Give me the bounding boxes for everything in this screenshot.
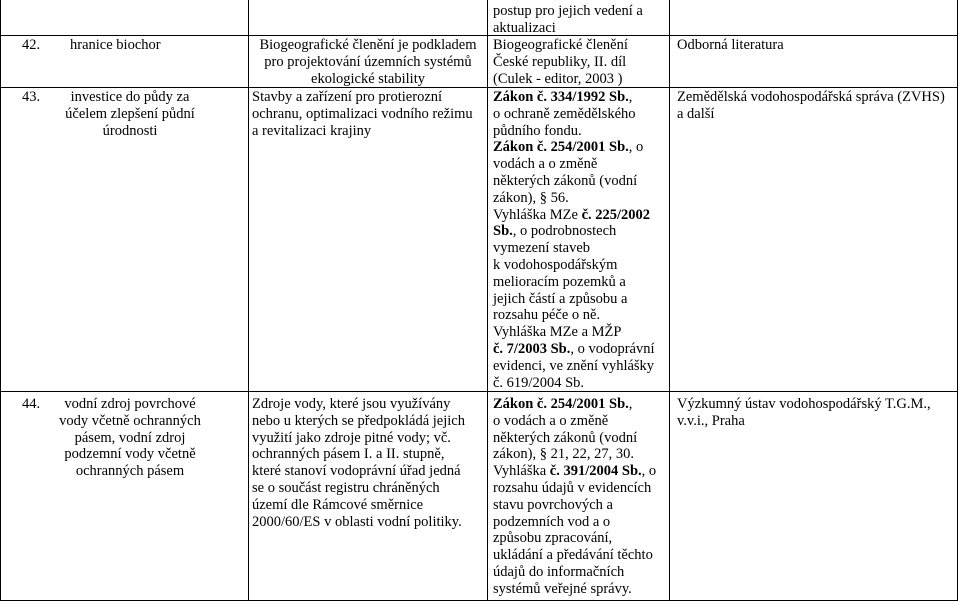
text-line: využití jako zdroje pitné vody; vč.: [252, 429, 451, 446]
text-line: pásem, vodní zdroj: [74, 429, 186, 446]
text-line: Biogeografické členění: [493, 37, 628, 53]
text: , o: [641, 463, 657, 480]
row-divider: [0, 35, 958, 36]
column-divider: [248, 0, 249, 601]
text-line: Stavby a zařízení pro protierozní: [252, 89, 443, 105]
text-line: Zemědělská vodohospodářská správa (ZVHS): [677, 89, 945, 105]
text: Vyhláška MZe: [493, 206, 582, 223]
text-line: vodách a o změně: [493, 156, 598, 173]
row-number: 43.: [22, 89, 41, 105]
text: ,: [628, 396, 633, 412]
text-line: ukládání a předávání těchto: [493, 547, 653, 564]
table-border-right: [957, 0, 958, 601]
column-divider: [487, 0, 488, 601]
text-line: vymezení staveb: [493, 240, 591, 257]
item-description: [252, 89, 473, 139]
row-number: 42.: [22, 37, 41, 53]
text-line: některých zákonů (vodní: [493, 429, 638, 446]
law-ref: č. 391/2004 Sb.: [549, 463, 642, 480]
text-line: ekologické stability: [311, 70, 425, 87]
item-legislation: [493, 37, 628, 87]
text-line: o vodách a o změně: [493, 412, 609, 429]
text-line: ochranných pásem: [75, 463, 185, 480]
item-legislation: [493, 89, 655, 391]
text-line: území dle Rámcové směrnice: [252, 496, 424, 513]
text-line: (Culek - editor, 2003 ): [493, 70, 623, 87]
column-divider: [669, 0, 670, 601]
text-line: zákon), § 56.: [493, 189, 569, 206]
legislation-continuation: [493, 3, 643, 37]
text-line: Odborná literatura: [677, 37, 784, 53]
text-line: ochranných pásem I. a II. stupně,: [252, 446, 445, 463]
text: , o: [628, 139, 644, 156]
item-source: [677, 37, 784, 54]
text-line: se o součást registru chráněných: [252, 479, 440, 496]
text-line: aktualizaci: [493, 19, 556, 36]
text-line: 2000/60/ES v oblasti vodní politiky.: [252, 513, 462, 530]
text-line: jejich částí a způsobu a: [493, 290, 628, 307]
text-line: o ochraně zemědělského: [493, 105, 636, 122]
text-line: postup pro jejich vedení a: [493, 3, 643, 19]
item-name: hranice biochor: [70, 37, 161, 53]
item-source: [677, 89, 945, 123]
text-line: které stanoví vodoprávní úřad jedná: [252, 463, 461, 480]
text-line: podzemních vod a o: [493, 513, 611, 530]
text-line: vodní zdroj povrchové: [64, 396, 196, 412]
text-line: investice do půdy za: [70, 89, 190, 105]
law-ref: Zákon č. 254/2001 Sb.: [493, 139, 629, 156]
item-description: [249, 37, 487, 87]
law-ref: Zákon č. 254/2001 Sb.: [493, 396, 629, 412]
item-source: [677, 396, 931, 430]
text-line: účelem zlepšení půdní: [65, 105, 195, 122]
text-line: některých zákonů (vodní: [493, 172, 638, 189]
text-line: nebo u kterých se předpokládá jejich: [252, 412, 465, 429]
item-name: [50, 89, 210, 139]
text-line: způsobu zpracování,: [493, 530, 613, 547]
text-line: rozsahu údajů v evidencích: [493, 479, 652, 496]
text-line: podzemní vody včetně: [64, 446, 196, 463]
text-line: vody včetně ochranných: [59, 412, 201, 429]
text-line: melioracím pozemků a: [493, 273, 626, 290]
item-description: [252, 396, 465, 530]
row-number: 44.: [22, 396, 41, 412]
text: ,: [628, 89, 633, 105]
text-line: České republiky, II. díl: [493, 53, 627, 70]
text-line: Biogeografické členění je podkladem: [259, 37, 477, 53]
text-line: stavu povrchových a: [493, 496, 613, 513]
law-ref: Zákon č. 334/1992 Sb.: [493, 89, 629, 105]
table-border-left: [0, 0, 1, 601]
law-ref: č. 225/2002: [581, 206, 651, 223]
text-line: údajů do informačních: [493, 563, 625, 580]
text-line: ochranu, optimalizaci vodního režimu: [252, 105, 473, 122]
text-line: a další: [677, 105, 715, 122]
text-line: k vodohospodářským: [493, 256, 618, 273]
text-line: v.v.i., Praha: [677, 412, 745, 429]
text-line: systémů veřejné správy.: [493, 580, 632, 597]
text-line: Zdroje vody, které jsou využívány: [252, 396, 451, 412]
text-line: Vyhláška MZe a MŽP: [493, 324, 622, 341]
text-line: úrodnosti: [102, 122, 158, 139]
text: , o vodoprávní: [570, 340, 655, 357]
text-line: evidenci, ve znění vyhlášky: [493, 357, 655, 374]
text-line: zákon), § 21, 22, 27, 30.: [493, 446, 634, 463]
item-name: [50, 396, 210, 480]
text-line: pro projektování územních systémů: [264, 53, 472, 70]
item-legislation: [493, 396, 656, 598]
text: , o podrobnostech: [512, 223, 617, 240]
text-line: Výzkumný ústav vodohospodářský T.G.M.,: [677, 396, 931, 412]
law-ref: č. 7/2003 Sb.: [493, 340, 571, 357]
text-line: č. 619/2004 Sb.: [493, 374, 585, 391]
text: Vyhláška: [493, 463, 550, 480]
text-line: půdního fondu.: [493, 122, 582, 139]
row-divider: [0, 391, 958, 392]
text-line: rozsahu péče o ně.: [493, 307, 601, 324]
law-ref: Sb.: [493, 223, 513, 240]
text-line: a revitalizaci krajiny: [252, 122, 372, 139]
